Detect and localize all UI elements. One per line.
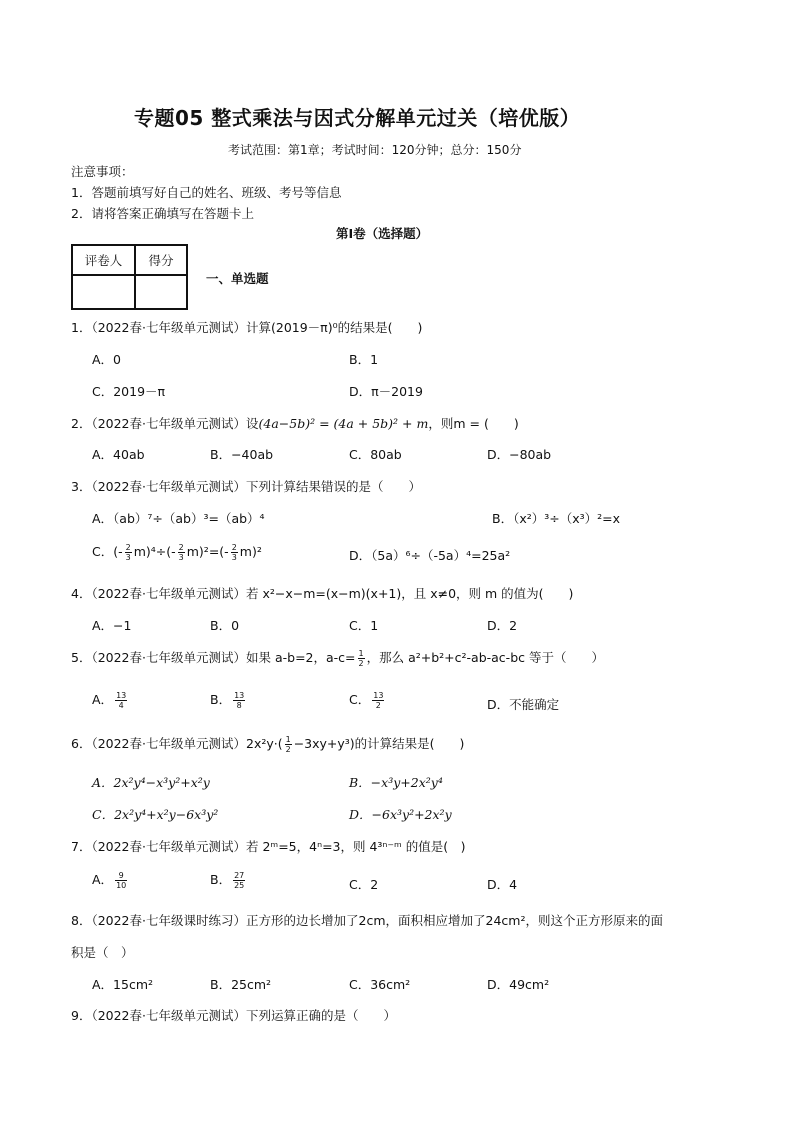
question-2-option-b[interactable]: B．−40ab <box>210 447 274 462</box>
question-7-stem: 7．（2022春·七年级单元测试）若 2ᵐ=5，4ⁿ=3，则 4³ⁿ⁻ᵐ 的值是( ) <box>71 839 466 854</box>
question-2-option-c[interactable]: C．80ab <box>349 447 402 462</box>
option-c-text-3: m)²=(- <box>186 544 229 559</box>
notice-item-2: 2．请将答案正确填写在答题卡上 <box>71 206 254 221</box>
question-6-option-b[interactable]: B．−x³y+2x²y⁴ <box>349 775 443 790</box>
score-cell[interactable] <box>135 275 187 309</box>
fraction: $\frac{2}{3}$ <box>125 543 131 562</box>
question-1-option-b[interactable]: B．1 <box>349 352 379 367</box>
question-7-option-d[interactable]: D．4 <box>487 877 518 892</box>
question-1-option-a[interactable]: A．0 <box>92 352 122 367</box>
question-7-option-b[interactable] <box>210 870 247 890</box>
question-8-option-d[interactable]: D．49cm² <box>487 977 550 992</box>
question-2-expression: (4a−5b)² = (4a + 5b)² + m <box>258 416 429 431</box>
fraction: $\frac{13}{8}$ <box>234 691 245 710</box>
score-header: 得分 <box>135 245 187 275</box>
question-7-option-a[interactable] <box>92 870 129 890</box>
question-3-option-d[interactable]: D．（5a）⁶÷（-5a）⁴=25a² <box>349 548 511 563</box>
stem-text-1: 5．（2022春·七年级单元测试）如果 a-b=2，a-c= <box>71 650 356 665</box>
question-8-option-a[interactable]: A．15cm² <box>92 977 154 992</box>
fraction: $\frac{9}{10}$ <box>116 871 127 890</box>
stem-text-2: −3xy+y³)的计算结果是( ) <box>293 736 465 751</box>
option-label: C． <box>349 692 371 707</box>
question-8-option-b[interactable]: B．25cm² <box>210 977 272 992</box>
question-6-option-c[interactable]: C．2x²y⁴+x²y−6x³y² <box>92 807 219 822</box>
question-2-suffix: ，则m = ( ) <box>428 416 519 431</box>
volume-heading: 第Ⅰ卷（选择题） <box>336 226 429 241</box>
notice-item-1: 1．答题前填写好自己的姓名、班级、考号等信息 <box>71 185 342 200</box>
stem-text-1: 6．（2022春·七年级单元测试）2x²y·( <box>71 736 283 751</box>
exam-info: 考试范围：第1章；考试时间：120分钟；总分：150分 <box>228 143 522 157</box>
question-5-option-a[interactable] <box>92 690 129 710</box>
option-label: A． <box>92 692 114 707</box>
question-6-option-d[interactable]: D．−6x³y²+2x²y <box>349 807 452 822</box>
question-6-option-a[interactable]: A．2x²y⁴−x³y²+x²y <box>92 775 210 790</box>
question-8-stem-line-1: 8．（2022春·七年级课时练习）正方形的边长增加了2cm，面积相应增加了24cm²，则这个正方形原来的面 <box>71 913 663 928</box>
grader-header: 评卷人 <box>72 245 135 275</box>
question-5-option-b[interactable] <box>210 690 247 710</box>
option-c-text-1: C．(- <box>92 544 123 559</box>
question-3-option-b[interactable]: B．（x²）³÷（x³）²=x <box>492 511 621 526</box>
fraction: $\frac{13}{4}$ <box>116 691 127 710</box>
question-5-stem <box>71 648 604 668</box>
stem-text-2: ，那么 a²+b²+c²-ab-ac-bc 等于（ ） <box>366 650 604 665</box>
question-8-option-c[interactable]: C．36cm² <box>349 977 411 992</box>
question-2-option-a[interactable]: A．40ab <box>92 447 145 462</box>
question-2-stem <box>71 414 519 432</box>
fraction: $\frac{2}{3}$ <box>231 543 237 562</box>
question-4-option-a[interactable]: A．−1 <box>92 618 132 633</box>
question-2-prefix: 2．（2022春·七年级单元测试）设 <box>71 416 259 431</box>
fraction: $\frac{2}{3}$ <box>178 543 184 562</box>
question-5-option-c[interactable] <box>349 690 386 710</box>
page-title: 专题05 整式乘法与因式分解单元过关（培优版） <box>134 106 581 130</box>
grader-cell[interactable] <box>72 275 135 309</box>
option-c-text-2: m)⁴÷(- <box>133 544 176 559</box>
question-3-option-c[interactable] <box>92 542 262 562</box>
option-label: B． <box>210 872 232 887</box>
question-7-option-c[interactable]: C．2 <box>349 877 379 892</box>
question-2-option-d[interactable]: D．−80ab <box>487 447 552 462</box>
score-table <box>71 244 188 310</box>
fraction: $\frac{1}{2}$ <box>285 735 291 754</box>
question-1-stem: 1．（2022春·七年级单元测试）计算(2019－π)⁰的结果是( ) <box>71 320 423 335</box>
option-c-text-4: m)² <box>239 544 262 559</box>
question-5-option-d[interactable]: D．不能确定 <box>487 697 560 712</box>
question-4-stem: 4．（2022春·七年级单元测试）若 x²−x−m=(x−m)(x+1)，且 x≠0，则 m 的值为( ) <box>71 586 574 601</box>
fraction: $\frac{13}{2}$ <box>373 691 384 710</box>
notice-heading: 注意事项： <box>71 164 134 179</box>
question-3-option-a[interactable]: A．（ab）⁷÷（ab）³=（ab）⁴ <box>92 511 265 526</box>
option-label: B． <box>210 692 232 707</box>
section-heading: 一、单选题 <box>206 271 269 286</box>
question-1-option-d[interactable]: D．π－2019 <box>349 384 423 399</box>
fraction: $\frac{27}{25}$ <box>234 871 245 890</box>
question-8-stem-line-2: 积是（ ） <box>71 945 134 960</box>
question-6-stem <box>71 734 464 754</box>
question-4-option-c[interactable]: C．1 <box>349 618 379 633</box>
question-4-option-d[interactable]: D．2 <box>487 618 518 633</box>
question-4-option-b[interactable]: B．0 <box>210 618 240 633</box>
question-9-stem: 9．（2022春·七年级单元测试）下列运算正确的是（ ） <box>71 1008 396 1023</box>
fraction: $\frac{1}{2}$ <box>358 649 364 668</box>
question-1-option-c[interactable]: C．2019－π <box>92 384 166 399</box>
question-3-stem: 3．（2022春·七年级单元测试）下列计算结果错误的是（ ） <box>71 479 421 494</box>
option-label: A． <box>92 872 114 887</box>
